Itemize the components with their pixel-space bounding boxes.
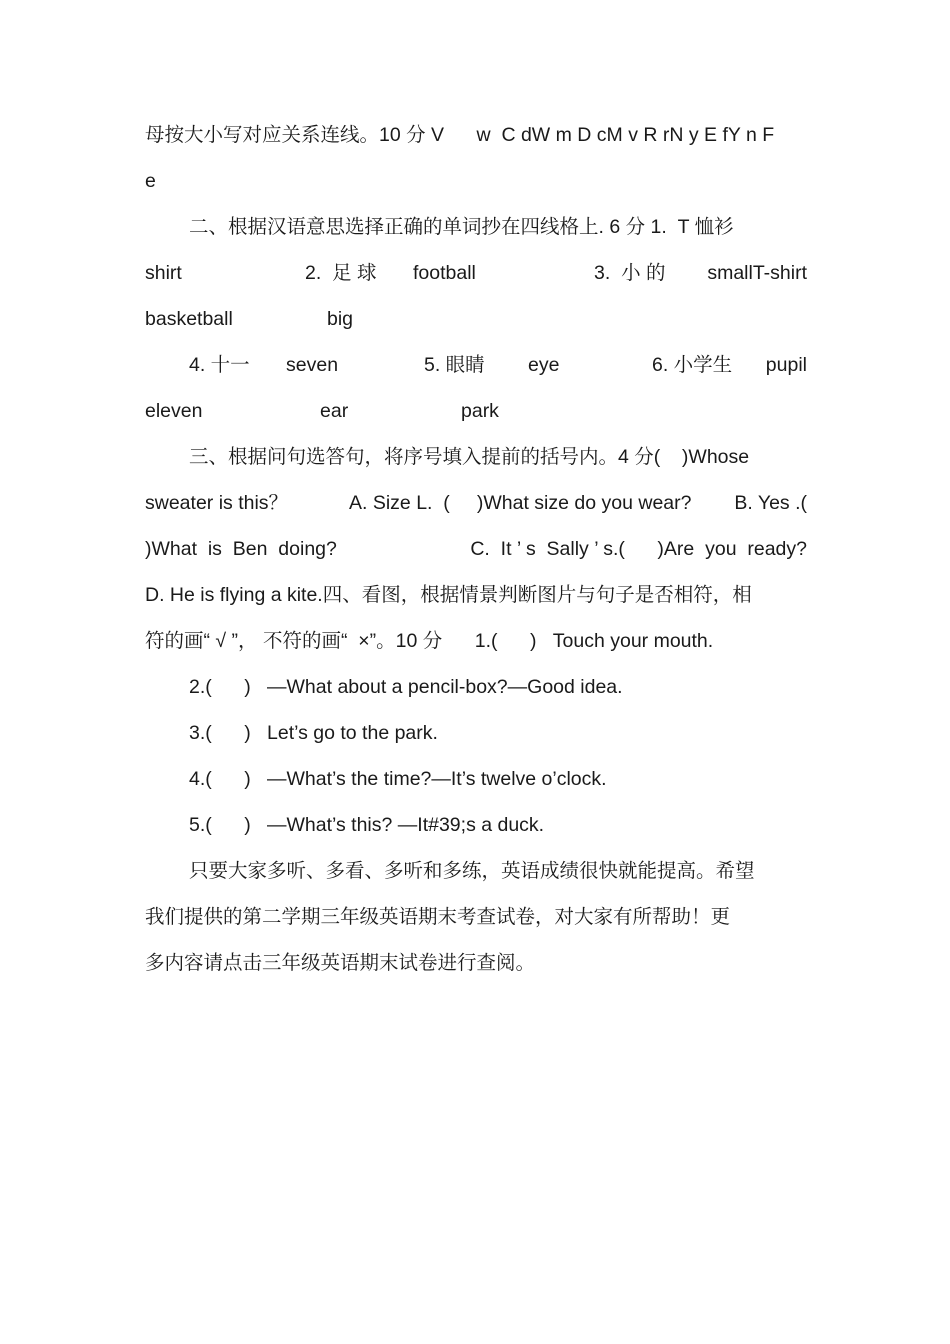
closing-line-1: 只要大家多听、多看、多听和多练，英语成绩很快就能提高。希望 [189,860,755,882]
vocab-prompt: 4. 十一 [189,354,250,376]
section-4-heading: D. He is flying a kite.四、看图，根据情景判断图片与句子是否相符，相 [145,584,752,606]
closing-line-3: 多内容请点击三年级英语期末试卷进行查阅。 [145,952,536,974]
vocab-word: smallT-shirt [707,262,807,284]
closing-line-2: 我们提供的第二学期三年级英语期末考查试卷，对大家有所帮助！更 [145,906,731,928]
vocab-word: big [327,308,354,330]
vocab-word: eleven [145,400,203,422]
vocab-word: ear [320,400,349,422]
qa-text: B. Yes .( [734,492,807,514]
text-line-1: 母按大小写对应关系连线。10 分 V w C dW m D cM v R rN y E fY n F [145,124,775,146]
qa-text: C. It ’ s Sally ’ s.( )Are you ready? [470,538,807,560]
judge-item-3: 3.( ) Let’s go to the park. [189,722,438,744]
vocab-word: park [461,400,499,422]
judge-item-5: 5.( ) —What’s this? —It#39;s a duck. [189,814,545,836]
section-2-heading: 二、根据汉语意思选择正确的单词抄在四线格上. 6 分 1. T 恤衫 [189,216,734,238]
vocab-prompt: 3. 小 的 [594,262,666,284]
vocab-prompt: 6. 小学生 [652,354,733,376]
vocab-word: pupil [765,354,807,376]
vocab-row-3 [145,342,807,388]
qa-row-2 [145,526,807,572]
qa-text: sweater is this？ [145,492,289,514]
vocab-row-1 [145,250,807,296]
qa-text: A. Size L. ( )What size do you wear? [349,492,692,514]
vocab-prompt: 2. 足 球 [305,262,377,284]
vocab-word: eye [528,354,560,376]
qa-text: )What is Ben doing? [145,538,337,560]
qa-row-1 [145,480,807,526]
vocab-prompt: 5. 眼睛 [424,354,485,376]
vocab-word: basketball [145,308,233,330]
text-line-12: 符的画“ √ ”， 不符的画“ ×”。10 分 1.( ) Touch your mouth. [145,630,714,652]
vocab-row-2 [145,296,807,342]
section-3-heading: 三、根据问句选答句，将序号填入提前的括号内。4 分( )Whose [189,446,750,468]
judge-item-4: 4.( ) —What’s the time?—It’s twelve o’clock. [189,768,607,790]
vocab-word: football [413,262,476,284]
vocab-word: seven [286,354,339,376]
document-body [145,112,807,986]
vocab-row-4 [145,388,807,434]
vocab-word: shirt [145,262,182,284]
text-line-2: e [145,170,156,192]
judge-item-2: 2.( ) —What about a pencil-box?—Good idea. [189,676,623,698]
